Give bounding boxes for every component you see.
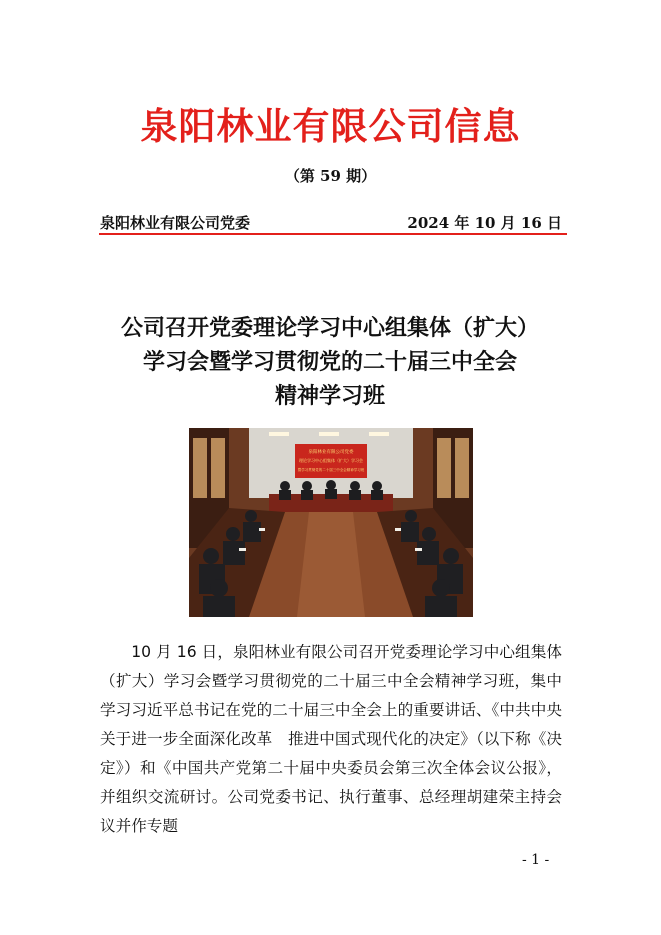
publication-meta xyxy=(100,212,562,233)
article-title-line: 学习会暨学习贯彻党的二十届三中全会 xyxy=(142,350,517,375)
issue-number: （第 59 期） xyxy=(284,167,377,185)
banner-text-line: 泉阳林业有限公司党委 xyxy=(308,450,354,455)
page-number: - 1 - xyxy=(522,852,550,868)
meeting-photo xyxy=(189,428,473,617)
masthead-title: 泉阳林业有限公司信息 xyxy=(140,105,521,148)
banner-text-line: 暨学习贯彻党的二十届三中全会精神学习班 xyxy=(297,468,365,472)
article-title xyxy=(80,312,580,414)
article-title-line: 公司召开党委理论学习中心组集体（扩大） xyxy=(120,316,539,341)
red-divider xyxy=(99,233,567,235)
article-body xyxy=(100,638,562,841)
publisher: 泉阳林业有限公司党委 xyxy=(100,214,251,232)
banner-text-line: 理论学习中心组集体（扩大）学习会 xyxy=(299,458,363,463)
article-paragraph: 10 月 16 日，泉阳林业有限公司召开党委理论学习中心组集体（扩大）学习会暨学习贯彻党的二十届三中全会精神学习班，集中学习习近平总书记在党的二十届三中全会上的重要讲话、《中共中央关于进一步全面深化改革 推进中国式现代化的决定》（以下称《决定》）和《中国共产党第二十届中央委员会第三次全体会议公报》，并组织交流研讨。公司党委书记、执行董事、总经理胡建荣主持会议并作专题 xyxy=(100,643,562,835)
banner-screen xyxy=(295,444,367,478)
publish-date: 2024 年 10 月 16 日 xyxy=(407,214,562,232)
article-title-line: 精神学习班 xyxy=(274,384,385,409)
